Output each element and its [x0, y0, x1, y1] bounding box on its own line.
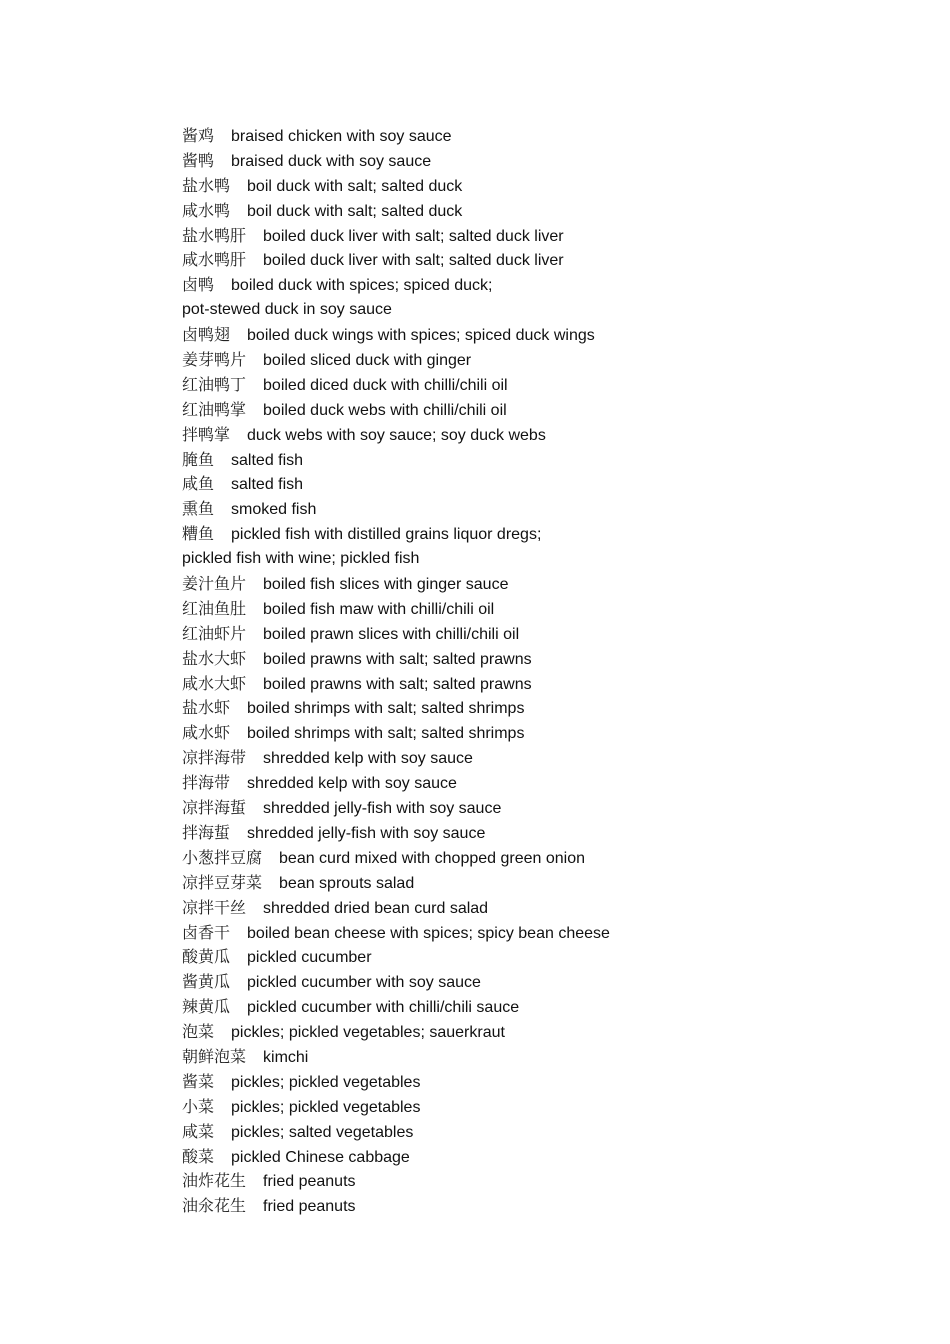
chinese-term: 油氽花生 — [182, 1196, 247, 1216]
chinese-term: 红油虾片 — [182, 623, 247, 643]
glossary-entry — [182, 1145, 882, 1170]
english-translation: shredded jelly-fish with soy sauce — [263, 800, 502, 818]
english-translation: boiled fish maw with chilli/chili oil — [263, 600, 495, 618]
english-translation: boiled prawns with salt; salted prawns — [263, 675, 532, 693]
glossary-entry — [182, 224, 882, 249]
glossary-entry — [182, 921, 882, 946]
english-translation: boiled shrimps with salt; salted shrimps — [247, 725, 525, 743]
chinese-term: 酸菜 — [182, 1146, 215, 1166]
english-translation: pickles; salted vegetables — [231, 1123, 414, 1141]
english-translation: duck webs with soy sauce; soy duck webs — [247, 426, 546, 444]
glossary-entry — [182, 522, 882, 547]
english-translation: boil duck with salt; salted duck — [247, 202, 463, 220]
english-translation: shredded dried bean curd salad — [263, 899, 489, 917]
glossary-entry — [182, 846, 882, 871]
glossary-entry — [182, 821, 882, 846]
english-translation: pickled cucumber with soy sauce — [247, 974, 481, 992]
glossary-entry — [182, 174, 882, 199]
chinese-term: 腌鱼 — [182, 449, 215, 469]
glossary-entry — [182, 373, 882, 398]
glossary-entry — [182, 547, 882, 572]
chinese-term: 卤鸭 — [182, 275, 215, 295]
glossary-entry — [182, 497, 882, 522]
glossary-entry — [182, 273, 882, 298]
glossary-entry — [182, 572, 882, 597]
chinese-term: 拌海带 — [182, 773, 231, 793]
english-translation: pickled cucumber — [247, 949, 372, 967]
english-translation: fried peanuts — [263, 1198, 356, 1216]
glossary-entry — [182, 1194, 882, 1219]
english-translation: pickled Chinese cabbage — [231, 1148, 410, 1166]
english-translation: pickles; pickled vegetables — [231, 1098, 421, 1116]
chinese-term: 酸黄瓜 — [182, 947, 231, 967]
chinese-term: 酱黄瓜 — [182, 972, 231, 992]
glossary-entry — [182, 672, 882, 697]
glossary-entry — [182, 248, 882, 273]
chinese-term: 朝鲜泡菜 — [182, 1046, 247, 1066]
english-translation: shredded kelp with soy sauce — [263, 750, 473, 768]
english-translation: boiled diced duck with chilli/chili oil — [263, 376, 508, 394]
glossary-entry — [182, 398, 882, 423]
glossary-entry — [182, 1120, 882, 1145]
glossary-entry — [182, 472, 882, 497]
english-translation: boiled duck wings with spices; spiced duck wings — [247, 327, 595, 345]
english-translation: shredded kelp with soy sauce — [247, 775, 457, 793]
english-translation: boiled duck with spices; spiced duck; — [231, 277, 493, 295]
english-translation: boiled duck webs with chilli/chili oil — [263, 401, 507, 419]
chinese-term: 糟鱼 — [182, 524, 215, 544]
chinese-term: 咸鱼 — [182, 474, 215, 494]
chinese-term: 咸水大虾 — [182, 673, 247, 693]
english-translation: salted fish — [231, 476, 304, 494]
english-translation: kimchi — [263, 1048, 309, 1066]
chinese-term: 泡菜 — [182, 1022, 215, 1042]
glossary-entry — [182, 696, 882, 721]
chinese-term: 盐水鸭肝 — [182, 225, 247, 245]
english-translation: pot-stewed duck in soy sauce — [182, 301, 392, 319]
chinese-term: 拌鸭掌 — [182, 424, 231, 444]
chinese-term: 咸水鸭 — [182, 200, 231, 220]
chinese-term: 咸菜 — [182, 1121, 215, 1141]
glossary-entry — [182, 348, 882, 373]
glossary-entry — [182, 622, 882, 647]
english-translation: salted fish — [231, 451, 304, 469]
glossary-entry — [182, 995, 882, 1020]
chinese-term: 酱鸭 — [182, 150, 215, 170]
glossary-entry — [182, 323, 882, 348]
glossary-entry — [182, 945, 882, 970]
chinese-term: 咸水虾 — [182, 723, 231, 743]
english-translation: pickled fish with wine; pickled fish — [182, 550, 420, 568]
glossary-entry — [182, 746, 882, 771]
chinese-term: 酱鸡 — [182, 126, 215, 145]
english-translation: boiled duck liver with salt; salted duck liver — [263, 227, 564, 245]
chinese-term: 姜芽鸭片 — [182, 350, 247, 370]
chinese-term: 咸水鸭肝 — [182, 250, 247, 270]
glossary-entry — [182, 199, 882, 224]
glossary-list — [182, 124, 882, 1219]
chinese-term: 卤香干 — [182, 922, 231, 942]
chinese-term: 小菜 — [182, 1096, 215, 1116]
glossary-entry — [182, 896, 882, 921]
english-translation: boiled shrimps with salt; salted shrimps — [247, 700, 525, 718]
chinese-term: 凉拌豆芽菜 — [182, 872, 263, 892]
english-translation: bean curd mixed with chopped green onion — [279, 849, 585, 867]
chinese-term: 盐水虾 — [182, 698, 231, 718]
chinese-term: 盐水鸭 — [182, 175, 231, 195]
glossary-entry — [182, 149, 882, 174]
glossary-entry — [182, 597, 882, 622]
chinese-term: 红油鸭丁 — [182, 374, 247, 394]
english-translation: pickles; pickled vegetables — [231, 1073, 421, 1091]
glossary-entry — [182, 647, 882, 672]
chinese-term: 小葱拌豆腐 — [182, 847, 263, 867]
english-translation: boiled duck liver with salt; salted duck liver — [263, 252, 564, 270]
english-translation: fried peanuts — [263, 1173, 356, 1191]
english-translation: bean sprouts salad — [279, 874, 415, 892]
english-translation: boiled sliced duck with ginger — [263, 352, 472, 370]
glossary-entry — [182, 796, 882, 821]
chinese-term: 熏鱼 — [182, 499, 215, 519]
english-translation: boiled fish slices with ginger sauce — [263, 576, 509, 594]
english-translation: braised duck with soy sauce — [231, 152, 432, 170]
chinese-term: 油炸花生 — [182, 1171, 247, 1191]
chinese-term: 辣黄瓜 — [182, 997, 231, 1017]
chinese-term: 红油鸭掌 — [182, 399, 247, 419]
glossary-entry — [182, 721, 882, 746]
english-translation: smoked fish — [231, 501, 317, 519]
chinese-term: 凉拌海蜇 — [182, 798, 247, 818]
glossary-entry — [182, 1020, 882, 1045]
english-translation: braised chicken with soy sauce — [231, 128, 452, 145]
glossary-entry — [182, 1169, 882, 1194]
english-translation: shredded jelly-fish with soy sauce — [247, 824, 486, 842]
chinese-term: 凉拌干丝 — [182, 897, 247, 917]
glossary-entry — [182, 448, 882, 473]
chinese-term: 红油鱼肚 — [182, 598, 247, 618]
glossary-entry — [182, 871, 882, 896]
glossary-entry — [182, 1045, 882, 1070]
english-translation: boiled bean cheese with spices; spicy bean cheese — [247, 924, 610, 942]
english-translation: pickled cucumber with chilli/chili sauce — [247, 999, 520, 1017]
chinese-term: 卤鸭翅 — [182, 325, 231, 345]
chinese-term: 拌海蜇 — [182, 822, 231, 842]
english-translation: boil duck with salt; salted duck — [247, 177, 463, 195]
english-translation: pickles; pickled vegetables; sauerkraut — [231, 1024, 505, 1042]
glossary-entry — [182, 423, 882, 448]
glossary-entry — [182, 1095, 882, 1120]
glossary-entry — [182, 970, 882, 995]
glossary-entry — [182, 298, 882, 323]
english-translation: boiled prawns with salt; salted prawns — [263, 650, 532, 668]
glossary-entry — [182, 1070, 882, 1095]
chinese-term: 盐水大虾 — [182, 648, 247, 668]
chinese-term: 姜汁鱼片 — [182, 574, 247, 594]
glossary-entry — [182, 124, 882, 149]
english-translation: pickled fish with distilled grains liquor dregs; — [231, 526, 542, 544]
chinese-term: 凉拌海带 — [182, 748, 247, 768]
chinese-term: 酱菜 — [182, 1071, 215, 1091]
glossary-entry — [182, 771, 882, 796]
english-translation: boiled prawn slices with chilli/chili oil — [263, 625, 520, 643]
